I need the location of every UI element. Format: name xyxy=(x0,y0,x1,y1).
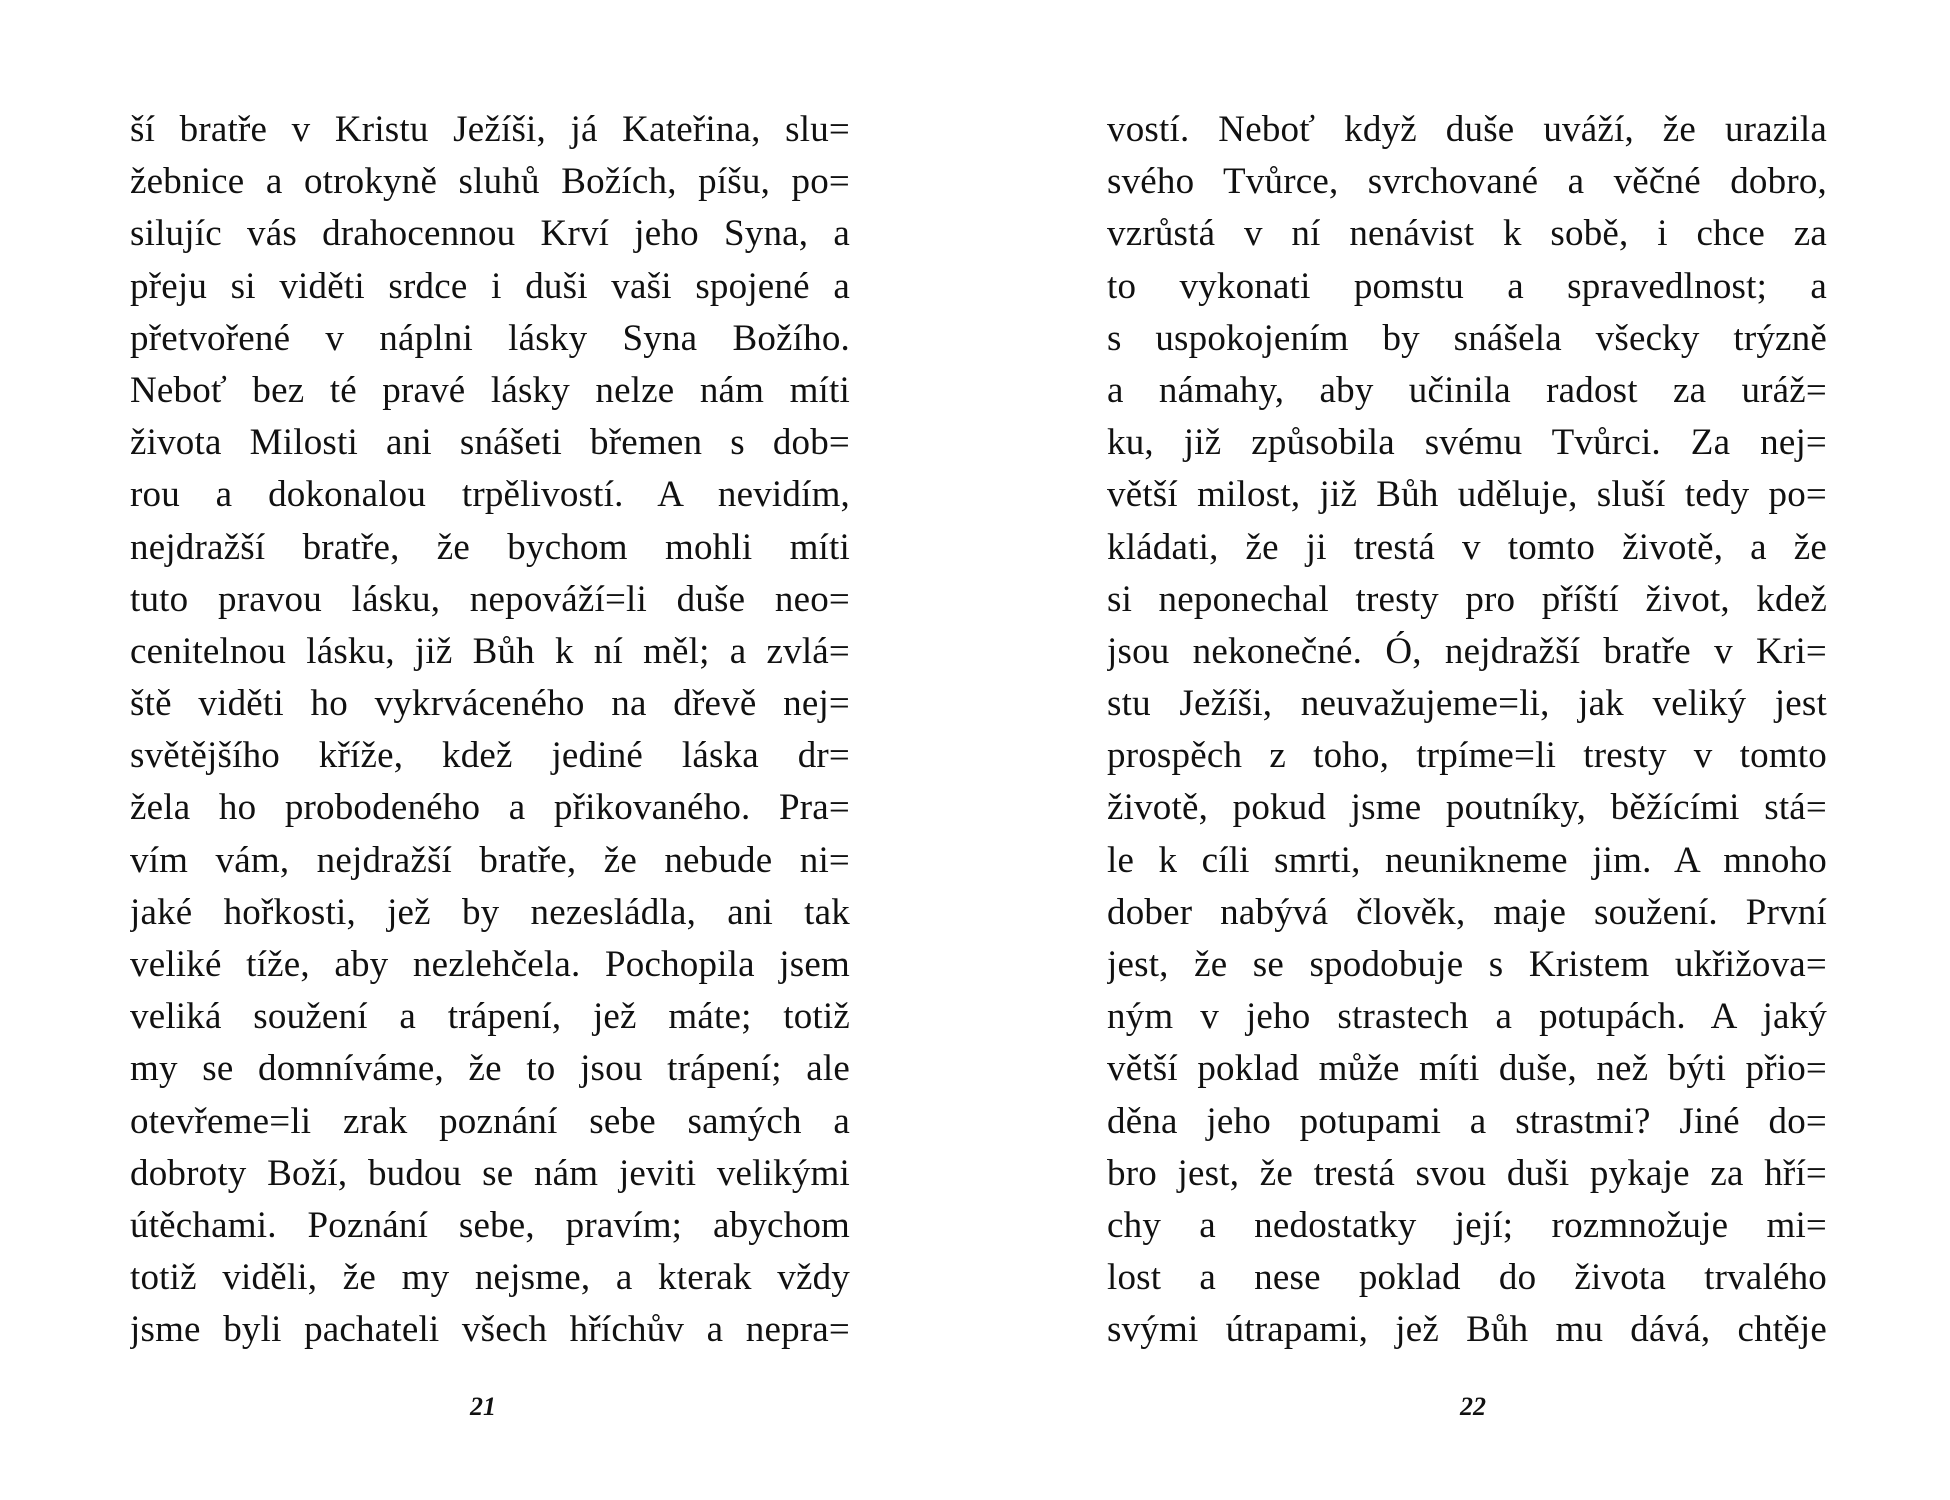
text-line: a námahy, aby učinila radost za uráž= xyxy=(1107,369,1827,411)
text-line: jsme byli pachateli všech hříchův a nepra= xyxy=(130,1309,850,1351)
text-line: lost a nese poklad do života trvalého xyxy=(1107,1257,1827,1299)
text-line: žela ho probodeného a přikovaného. Pra= xyxy=(130,787,850,829)
text-line: větší milost, již Bůh uděluje, sluší tedy po= xyxy=(1107,474,1827,516)
text-line: ku, již způsobila svému Tvůrci. Za nej= xyxy=(1107,422,1827,464)
text-line: nejdražší bratře, že bychom mohli míti xyxy=(130,526,850,568)
text-line: vím vám, nejdražší bratře, že nebude ni= xyxy=(130,839,850,881)
text-line: dober nabývá člověk, maje soužení. První xyxy=(1107,891,1827,933)
text-line: svými útrapami, jež Bůh mu dává, chtěje xyxy=(1107,1309,1827,1351)
text-line: jaké hořkosti, jež by nezesládla, ani tak xyxy=(130,891,850,933)
text-line: tuto pravou lásku, nepováží=li duše neo= xyxy=(130,578,850,620)
page-number-right: 22 xyxy=(1460,1392,1486,1421)
text-line: vostí. Neboť když duše uváží, že urazila xyxy=(1107,109,1827,150)
text-line: stu Ježíši, neuvažujeme=li, jak veliký jest xyxy=(1107,683,1827,725)
text-line: veliké tíže, aby nezlehčela. Pochopila jsem xyxy=(130,944,850,985)
text-line: děna jeho potupami a strastmi? Jiné do= xyxy=(1107,1100,1827,1142)
left-page-text xyxy=(130,104,850,1357)
text-line: dobroty Boží, budou se nám jeviti velikými xyxy=(130,1152,850,1194)
text-line: si neponechal tresty pro příští život, kdež xyxy=(1107,578,1827,620)
text-line: totiž viděli, že my nejsme, a kterak vždy xyxy=(130,1257,850,1299)
text-line: přetvořené v náplni lásky Syna Božího. xyxy=(130,317,850,359)
text-line: Neboť bez té pravé lásky nelze nám míti xyxy=(130,369,850,411)
text-line: le k cíli smrti, neunikneme jim. A mnoho xyxy=(1107,839,1827,881)
text-line: chy a nedostatky její; rozmnožuje mi= xyxy=(1107,1204,1827,1246)
text-line: my se domníváme, že to jsou trápení; ale xyxy=(130,1048,850,1090)
text-line: rou a dokonalou trpělivostí. A nevidím, xyxy=(130,474,850,516)
text-line: ným v jeho strastech a potupách. A jaký xyxy=(1107,996,1827,1038)
text-line: silujíc vás drahocennou Krví jeho Syna, a xyxy=(130,213,850,255)
text-line: ší bratře v Kristu Ježíši, já Kateřina, slu= xyxy=(130,109,850,150)
text-line: vzrůstá v ní nenávist k sobě, i chce za xyxy=(1107,213,1827,255)
text-line: prospěch z toho, trpíme=li tresty v tomto xyxy=(1107,735,1827,777)
right-page xyxy=(975,0,1950,1500)
text-line: bro jest, že trestá svou duši pykaje za hří= xyxy=(1107,1152,1827,1194)
text-line: jsou nekonečné. Ó, nejdražší bratře v Kri= xyxy=(1107,630,1827,672)
text-line: žebnice a otrokyně sluhů Božích, píšu, po= xyxy=(130,161,850,203)
text-line: cenitelnou lásku, již Bůh k ní měl; a zvlá= xyxy=(130,630,850,672)
text-line: svého Tvůrce, svrchované a věčné dobro, xyxy=(1107,161,1827,203)
text-line: života Milosti ani snášeti břemen s dob= xyxy=(130,422,850,464)
text-line: jest, že se spodobuje s Kristem ukřižova= xyxy=(1107,944,1827,985)
page-number-left: 21 xyxy=(470,1392,496,1421)
text-line: to vykonati pomstu a spravedlnost; a xyxy=(1107,265,1827,307)
text-line: kládati, že ji trestá v tomto životě, a že xyxy=(1107,526,1827,568)
text-line: přeju si viděti srdce i duši vaši spojené a xyxy=(130,265,850,307)
text-line: ště viděti ho vykrváceného na dřevě nej= xyxy=(130,683,850,725)
text-line: životě, pokud jsme poutníky, běžícími stá= xyxy=(1107,787,1827,829)
right-page-text xyxy=(1107,104,1827,1357)
text-line: otevřeme=li zrak poznání sebe samých a xyxy=(130,1100,850,1142)
text-line: s uspokojením by snášela všecky trýzně xyxy=(1107,317,1827,359)
text-line: veliká soužení a trápení, jež máte; totiž xyxy=(130,996,850,1038)
text-line: světějšího kříže, kdež jediné láska dr= xyxy=(130,735,850,777)
text-line: útěchami. Poznání sebe, pravím; abychom xyxy=(130,1204,850,1246)
text-line: větší poklad může míti duše, než býti přio= xyxy=(1107,1048,1827,1090)
